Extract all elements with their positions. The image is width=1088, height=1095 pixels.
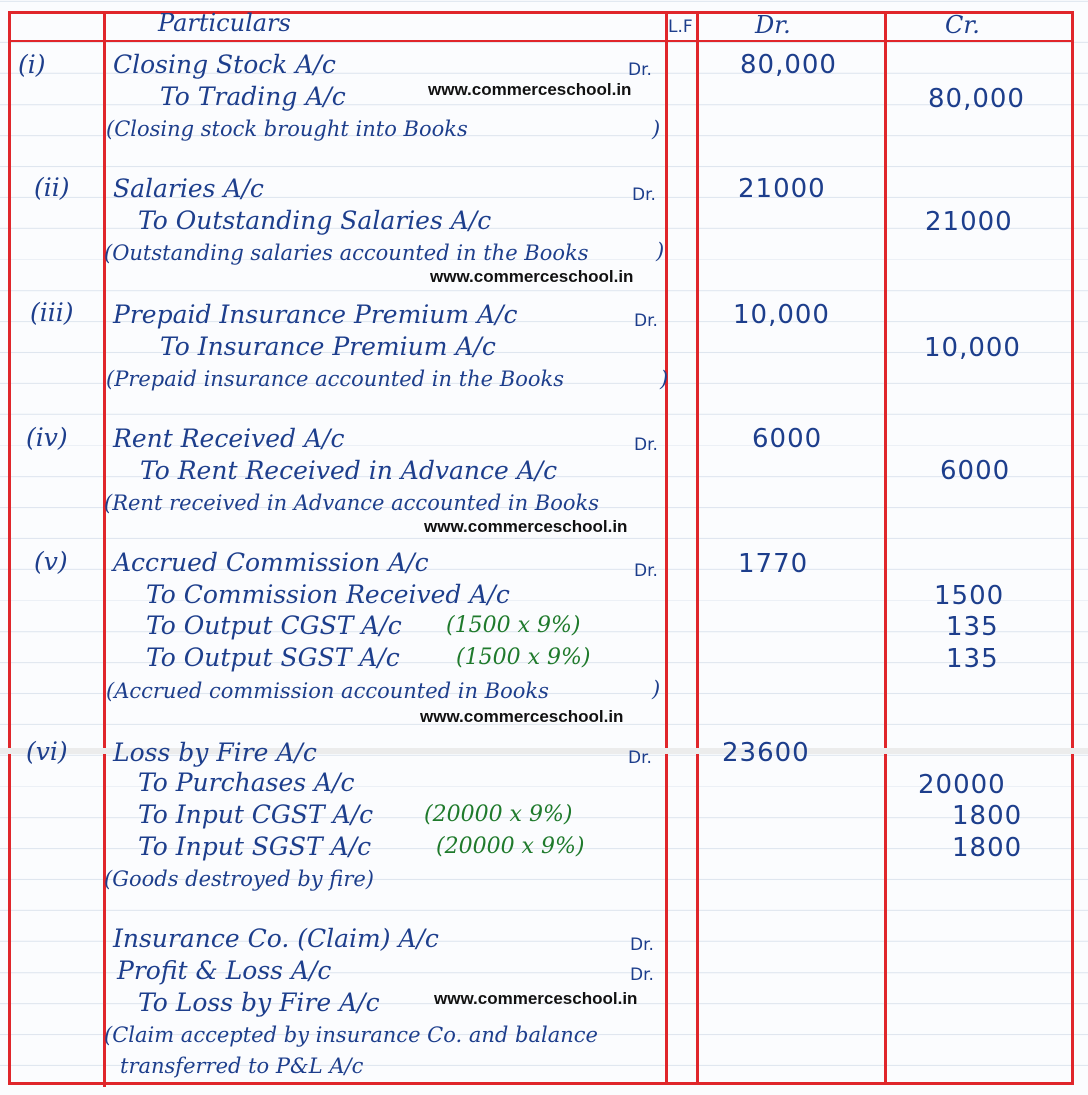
credit-account: To Output SGST A/c — [146, 643, 400, 672]
credit-account: To Loss by Fire A/c — [138, 988, 380, 1017]
credit-amount: 1800 — [952, 833, 1023, 863]
narration: (Claim accepted by insurance Co. and balance — [104, 1023, 598, 1047]
tax-working-note: (1500 x 9%) — [456, 645, 591, 670]
header-lf: L.F — [668, 17, 693, 37]
watermark: www.commerceschool.in — [430, 267, 634, 286]
tax-working-note: (1500 x 9%) — [446, 613, 581, 638]
dr-column-rule — [696, 11, 699, 1085]
narration-close: ) — [652, 117, 661, 141]
credit-account: To Input CGST A/c — [138, 800, 374, 829]
table-bottom-border — [8, 1082, 1074, 1085]
narration: (Accrued commission accounted in Books — [106, 679, 549, 703]
credit-account: To Outstanding Salaries A/c — [138, 206, 492, 235]
credit-amount: 21000 — [925, 207, 1013, 237]
cr-column-rule — [884, 11, 887, 1085]
dr-tag: Dr. — [630, 965, 654, 985]
entry-number: (iv) — [26, 423, 68, 452]
credit-account: To Output CGST A/c — [146, 611, 402, 640]
narration: (Closing stock brought into Books — [106, 117, 468, 141]
debit-account: Salaries A/c — [113, 174, 264, 203]
debit-amount: 10,000 — [733, 300, 830, 330]
credit-account: To Trading A/c — [160, 82, 346, 111]
table-left-border — [8, 11, 11, 1085]
narration-close: ) — [652, 677, 661, 701]
credit-account: To Commission Received A/c — [146, 580, 510, 609]
narration: (Prepaid insurance accounted in the Books — [106, 367, 565, 391]
debit-account: Loss by Fire A/c — [113, 738, 317, 767]
tax-working-note: (20000 x 9%) — [424, 802, 573, 827]
watermark: www.commerceschool.in — [420, 707, 624, 726]
tax-working-note: (20000 x 9%) — [436, 834, 585, 859]
debit-account: Accrued Commission A/c — [113, 548, 429, 577]
debit-amount: 6000 — [752, 424, 823, 454]
debit-account: Closing Stock A/c — [113, 50, 336, 79]
debit-account: Prepaid Insurance Premium A/c — [113, 300, 518, 329]
debit-account: Insurance Co. (Claim) A/c — [113, 924, 439, 953]
narration-line-2: transferred to P&L A/c — [120, 1054, 364, 1078]
entry-number: (ii) — [34, 173, 70, 202]
credit-account: To Input SGST A/c — [138, 832, 372, 861]
debit-amount: 80,000 — [740, 50, 837, 80]
dr-tag: Dr. — [634, 561, 658, 581]
debit-amount: 1770 — [738, 549, 809, 579]
credit-amount: 1800 — [952, 801, 1023, 831]
credit-account: To Rent Received in Advance A/c — [140, 456, 558, 485]
header-dr: Dr. — [755, 11, 791, 39]
header-bottom-rule — [8, 40, 1074, 42]
narration: (Outstanding salaries accounted in the Books — [104, 241, 589, 265]
narration: (Goods destroyed by fire) — [104, 867, 374, 891]
dr-tag: Dr. — [634, 435, 658, 455]
watermark: www.commerceschool.in — [428, 80, 632, 99]
credit-amount: 6000 — [940, 456, 1011, 486]
credit-amount: 1500 — [934, 581, 1005, 611]
credit-amount: 135 — [946, 612, 999, 642]
narration-close: ) — [656, 239, 665, 263]
entry-number: (vi) — [26, 737, 68, 766]
entry-number: (v) — [34, 547, 68, 576]
entry-number: (i) — [18, 50, 46, 79]
debit-amount: 23600 — [722, 738, 810, 768]
dr-tag: Dr. — [630, 935, 654, 955]
narration-close: ) — [660, 367, 669, 391]
header-cr: Cr. — [945, 11, 980, 39]
dr-tag: Dr. — [628, 60, 652, 80]
entry-number: (iii) — [30, 298, 74, 327]
credit-amount: 20000 — [918, 770, 1006, 800]
debit-account: Rent Received A/c — [113, 424, 345, 453]
table-right-border — [1071, 11, 1074, 1085]
dr-tag: Dr. — [632, 185, 656, 205]
debit-amount: 21000 — [738, 174, 826, 204]
particulars-column-rule — [103, 11, 106, 1087]
dr-tag: Dr. — [634, 311, 658, 331]
watermark: www.commerceschool.in — [424, 517, 628, 536]
credit-amount: 10,000 — [924, 333, 1021, 363]
credit-amount: 135 — [946, 644, 999, 674]
credit-account: To Purchases A/c — [138, 768, 355, 797]
header-particulars: Particulars — [158, 9, 291, 37]
watermark: www.commerceschool.in — [434, 989, 638, 1008]
dr-tag: Dr. — [628, 748, 652, 768]
debit-account: Profit & Loss A/c — [117, 956, 332, 985]
credit-amount: 80,000 — [928, 84, 1025, 114]
credit-account: To Insurance Premium A/c — [160, 332, 496, 361]
lf-column-rule — [665, 11, 668, 1085]
narration: (Rent received in Advance accounted in Books — [104, 491, 600, 515]
